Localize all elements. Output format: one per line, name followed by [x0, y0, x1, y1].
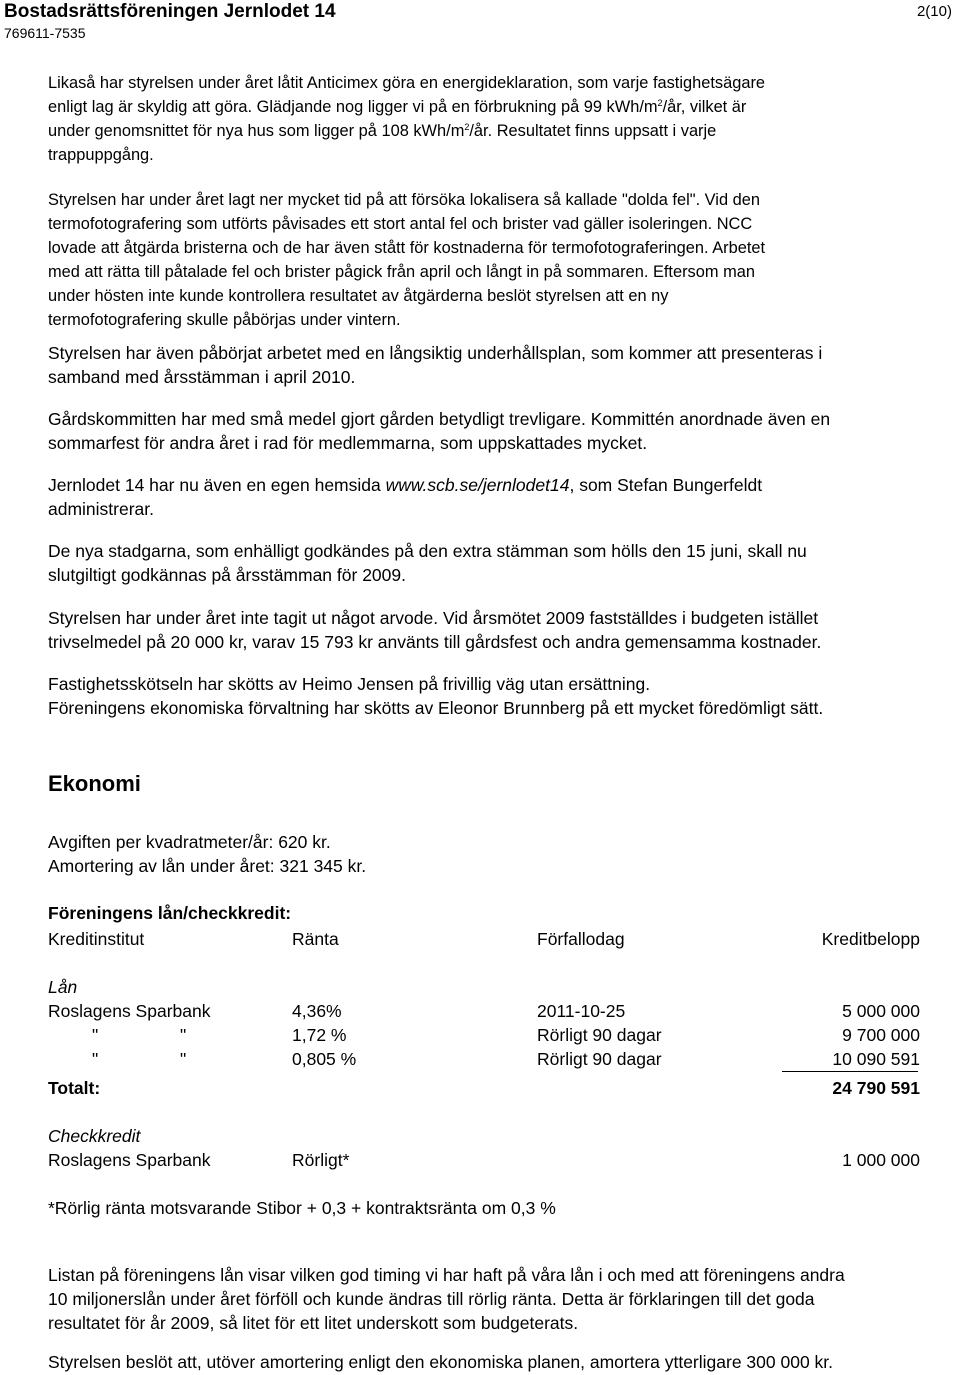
amortization-decision [48, 1350, 954, 1374]
economy-heading: Ekonomi [48, 771, 141, 796]
table-row [48, 1148, 920, 1172]
garden-paragraph [48, 407, 954, 455]
timing-paragraph [48, 1263, 954, 1335]
energy-paragraph [48, 71, 954, 167]
cell-rate: 4,36% [292, 1001, 342, 1021]
fee-line: Avgiften per kvadratmeter/år: 620 kr. [48, 832, 331, 852]
text-line: trivselmedel på 20 000 kr, varav 15 793 kr använts till gårdsfest och andra gemensamma kostnader. [48, 632, 822, 652]
text-line: slutgiltigt godkännas på årsstämman för 2009. [48, 565, 406, 585]
website-link[interactable]: www.scb.se/jernlodet14 [385, 475, 570, 495]
total-label: Totalt: [48, 1078, 101, 1098]
text-line: samband med årsstämman i april 2010. [48, 367, 356, 387]
text-line: termofotografering skulle påbörjas under vintern. [48, 311, 401, 329]
text-line: Styrelsen har under året inte tagit ut något arvode. Vid årsmötet 2009 fastställdes i budgeten istället [48, 608, 819, 628]
column-header: Kreditinstitut [48, 929, 145, 949]
cell-amount: 9 700 000 [842, 1025, 920, 1045]
total-underline [782, 1071, 918, 1072]
cell-ditto: " [92, 1025, 99, 1045]
rate-footnote [48, 1196, 954, 1220]
text-line: resultatet för år 2009, så litet för ett litet underskott som budgeterats. [48, 1313, 579, 1333]
text-line: *Rörlig ränta motsvarande Stibor + 0,3 + kontraktsränta om 0,3 % [48, 1198, 556, 1218]
total-row [48, 1076, 920, 1100]
cell-ditto: " [180, 1025, 187, 1045]
text-line: 10 miljonerslån under året förföll och kunde ändras till rörlig ränta. Detta är förklaringen till det goda [48, 1289, 815, 1309]
table-row [48, 1047, 920, 1071]
page-number: 2(10) [916, 3, 952, 20]
table-row [48, 1023, 920, 1047]
cell-rate: 1,72 % [292, 1025, 347, 1045]
text-line: Föreningens ekonomiska förvaltning har skötts av Eleonor Brunnberg på ett mycket föredömligt sätt. [48, 698, 824, 718]
text-line: trappuppgång. [48, 146, 154, 164]
text-line: De nya stadgarna, som enhälligt godkändes på den extra stämman som hölls den 15 juni, skall nu [48, 541, 807, 561]
text-line: Jernlodet 14 har nu även en egen hemsida www.scb.se/jernlodet14, som Stefan Bungerfeldt [48, 475, 763, 495]
total-amount: 24 790 591 [832, 1078, 920, 1098]
text-line: sommarfest för andra året i rad för medlemmarna, som uppskattades mycket. [48, 433, 648, 453]
cell-due: Rörligt 90 dagar [537, 1025, 662, 1045]
text-line: lovade att åtgärda bristerna och de har även stått för kostnaderna för termofotograferingen. Arbetet [48, 239, 766, 257]
management-paragraph [48, 672, 954, 720]
text-line: med att rätta till påtalade fel och brister pågick från april och långt in på sommaren. Eftersom man [48, 263, 755, 281]
text-line: Styrelsen har även påbörjat arbetet med en långsiktig underhållsplan, som kommer att presenteras i [48, 343, 823, 363]
economy-summary [48, 830, 954, 878]
checkkredit-section-label [48, 1124, 920, 1148]
superscript: 2 [464, 122, 470, 132]
text-line: Styrelsen har under året lagt ner mycket tid på att försöka lokalisera så kallade "dolda fel". Vid den [48, 191, 760, 209]
cell-ditto: " [180, 1049, 187, 1069]
fee-paragraph [48, 606, 954, 654]
cell-rate: 0,805 % [292, 1049, 357, 1069]
org-number: 769611-7535 [4, 25, 86, 41]
text-line: enligt lag är skyldig att göra. Glädjande nog ligger vi på en förbrukning på 99 kWh/$m^2/år$, vilket är [48, 98, 747, 116]
cell-due: Rörligt 90 dagar [537, 1049, 662, 1069]
thermo-paragraph [48, 188, 954, 332]
cell-amount: 1 000 000 [842, 1150, 920, 1170]
text-line: administrerar. [48, 499, 155, 519]
text-line: Fastighetsskötseln har skötts av Heimo Jensen på frivillig väg utan ersättning. [48, 674, 651, 694]
text-line: Gårdskommitten har med små medel gjort gården betydligt trevligare. Kommittén anordnade även en [48, 409, 831, 429]
loans-section-label [48, 975, 920, 999]
loans-heading: Föreningens lån/checkkredit: [48, 903, 292, 923]
text-line: under hösten inte kunde kontrollera resultatet av åtgärderna beslöt styrelsen att en ny [48, 287, 669, 305]
cell-amount: 10 090 591 [832, 1049, 920, 1069]
column-header: Ränta [292, 929, 339, 949]
cell-rate: Rörligt* [292, 1150, 350, 1170]
table-row [48, 999, 920, 1023]
cell-due: 2011-10-25 [537, 1001, 626, 1021]
column-header: Kreditbelopp [821, 929, 920, 949]
text-line: under genomsnittet för nya hus som ligger på 108 kWh/$m^2/år$. Resultatet finns uppsatt i varje [48, 122, 717, 140]
website-paragraph [48, 473, 954, 521]
text-line: termofotografering som utförts påvisades ett stort antal fel och brister vad gäller isoleringen. NCC [48, 215, 753, 233]
maintenance-plan-paragraph [48, 341, 954, 389]
cell-institute: Roslagens Sparbank [48, 1001, 211, 1021]
amortization-line: Amortering av lån under året: 321 345 kr. [48, 856, 367, 876]
cell-amount: 5 000 000 [842, 1001, 920, 1021]
association-name: Bostadsrättsföreningen Jernlodet 14 [4, 1, 336, 22]
section-label: Checkkredit [48, 1126, 141, 1146]
statutes-paragraph [48, 539, 954, 587]
loan-table-header [48, 927, 920, 951]
text-line: Likaså har styrelsen under året låtit Anticimex göra en energideklaration, som varje fastighetsägare [48, 74, 766, 92]
column-header: Förfallodag [537, 929, 625, 949]
cell-institute: Roslagens Sparbank [48, 1150, 211, 1170]
section-label: Lån [48, 977, 78, 997]
text-line: Styrelsen beslöt att, utöver amortering enligt den ekonomiska planen, amortera ytterligare 300 000 kr. [48, 1352, 834, 1372]
text-line: Listan på föreningens lån visar vilken god timing vi har haft på våra lån i och med att föreningens andra [48, 1265, 845, 1285]
cell-ditto: " [92, 1049, 99, 1069]
superscript: 2 [657, 98, 663, 108]
